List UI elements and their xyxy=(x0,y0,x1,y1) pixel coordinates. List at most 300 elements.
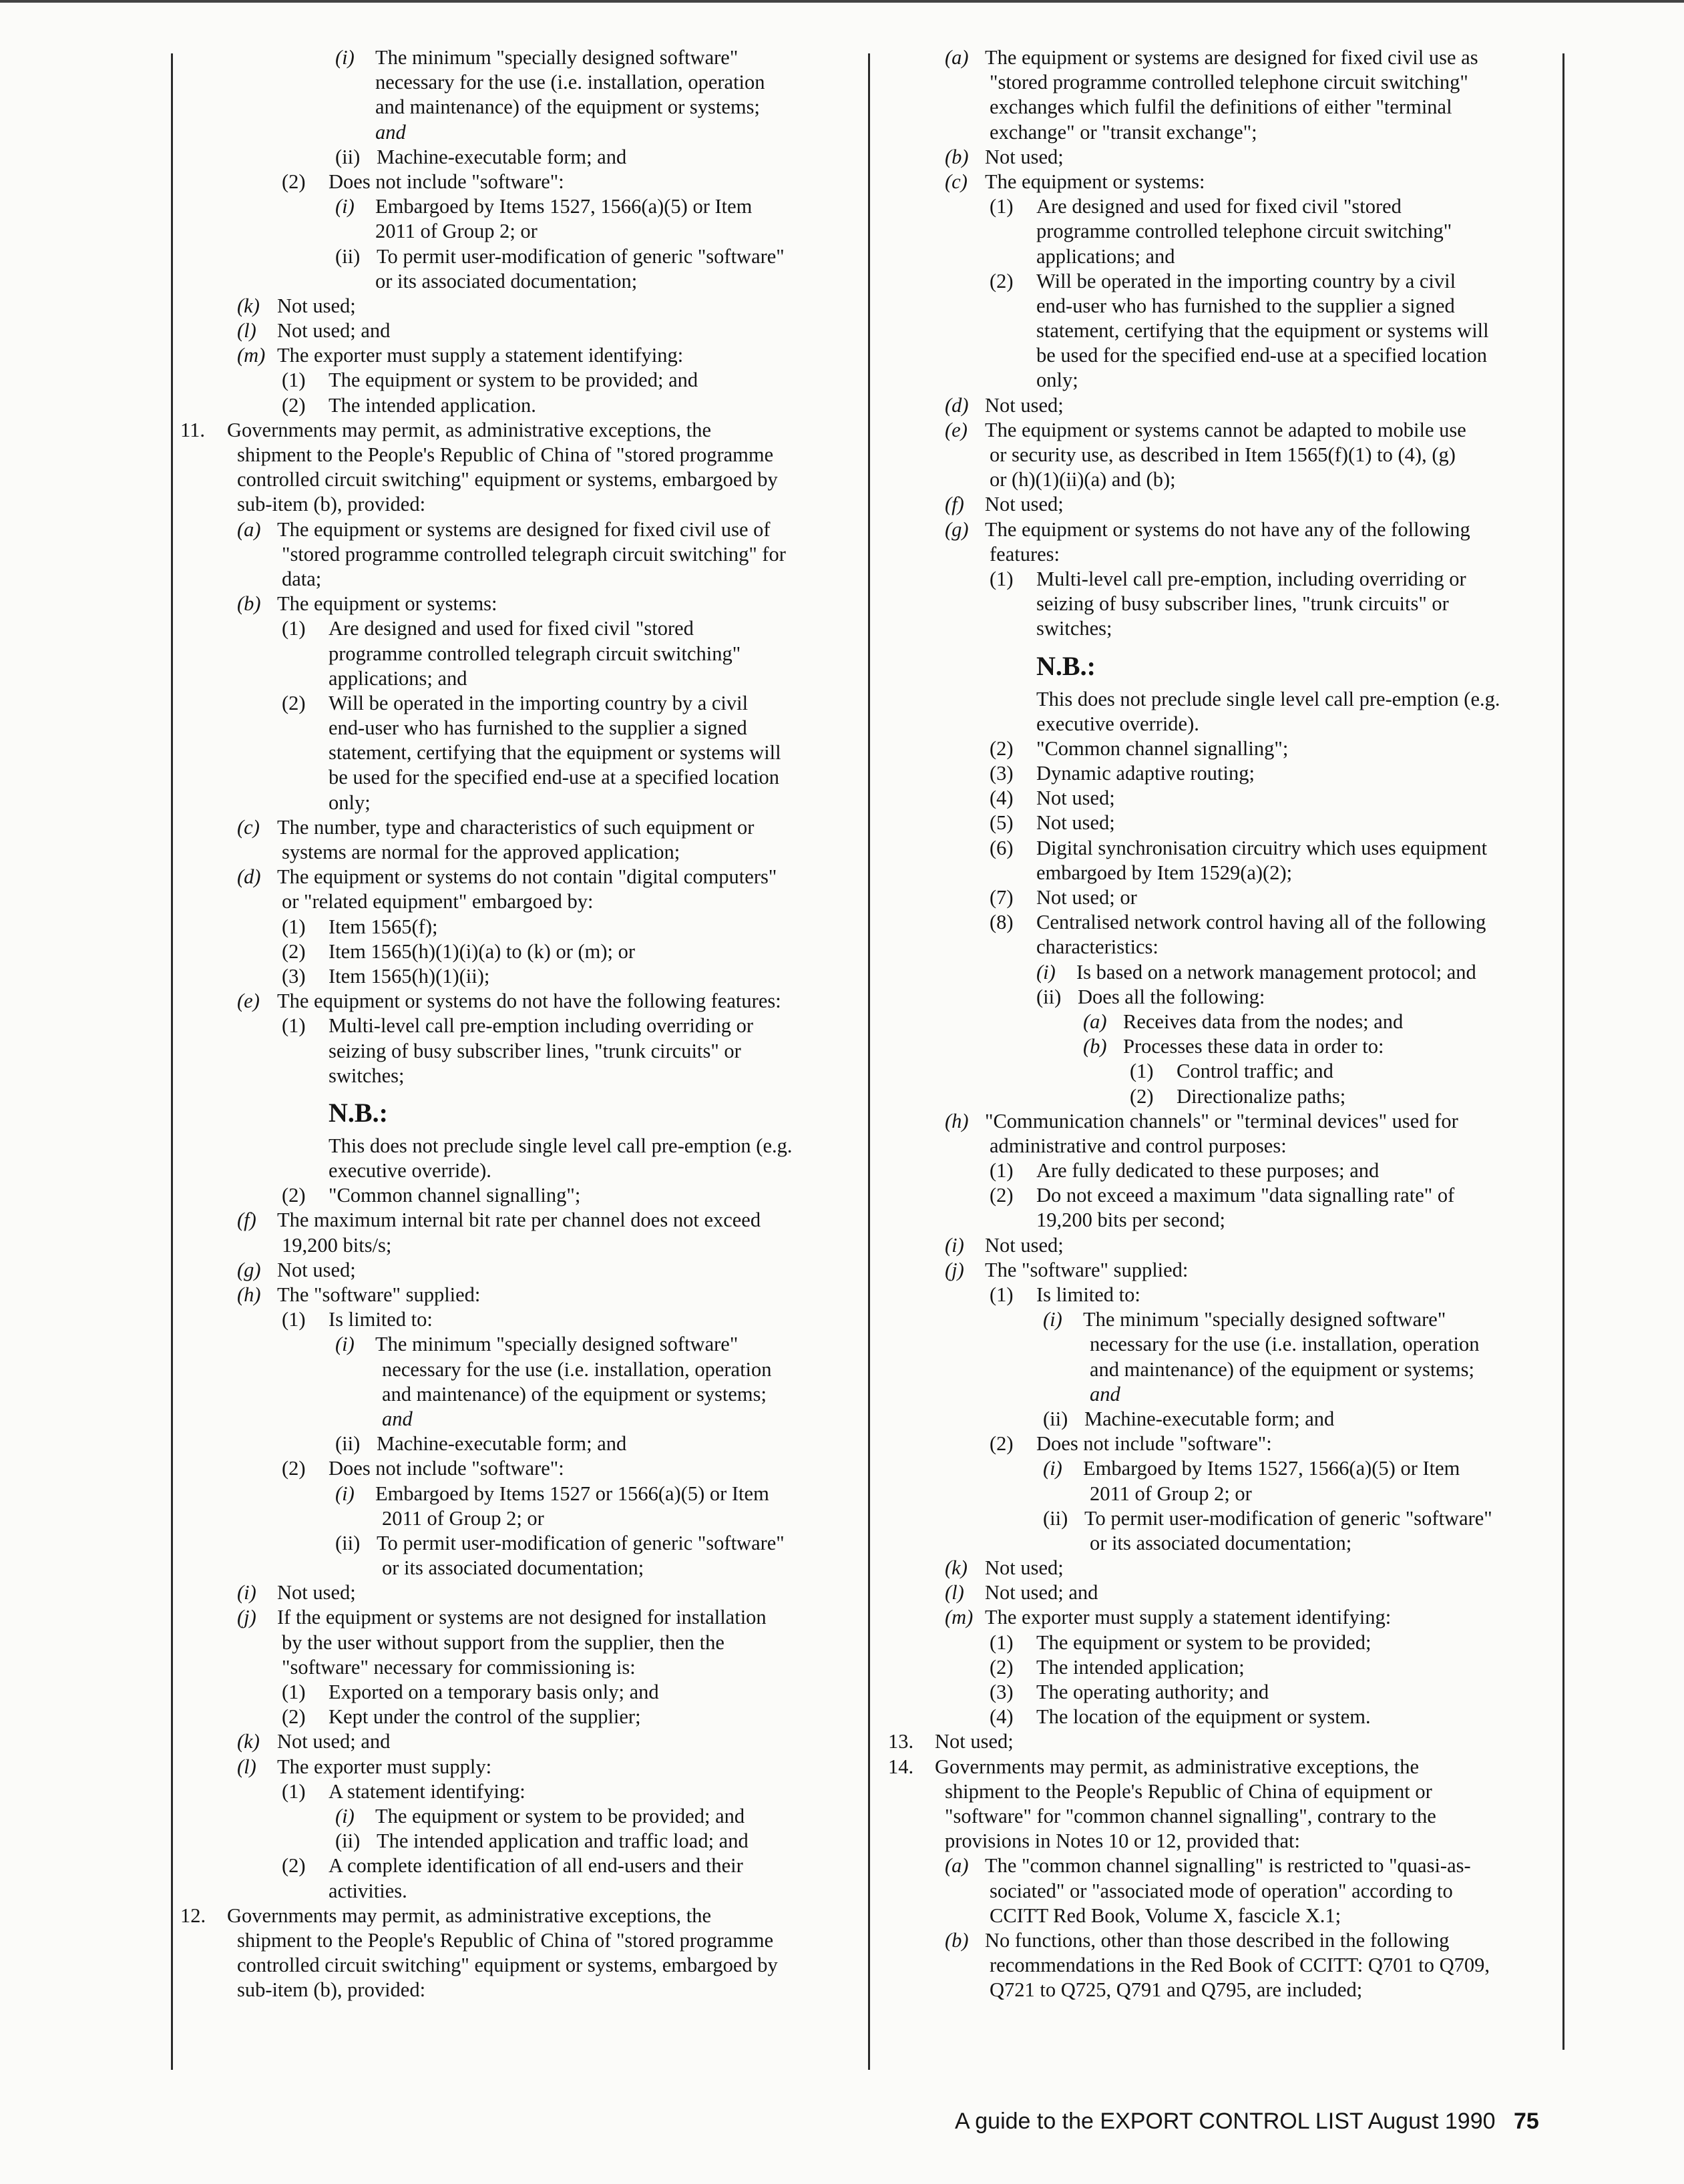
line-text: Not used; xyxy=(277,1581,356,1604)
top-rule xyxy=(0,0,1684,3)
line-text: Machine-executable form; and xyxy=(377,145,627,168)
text-line xyxy=(180,840,838,865)
text-line xyxy=(180,1729,838,1754)
line-text: The minimum "specially designed software" xyxy=(1083,1308,1446,1331)
item-label: (2) xyxy=(282,393,306,417)
line-text: "Common channel signalling"; xyxy=(329,1184,581,1207)
line-text: The minimum "specially designed software" xyxy=(375,1333,739,1356)
item-label: (k) xyxy=(237,294,260,317)
item-label: (2) xyxy=(282,170,306,193)
item-label: (k) xyxy=(237,1730,260,1753)
text-line xyxy=(180,318,838,343)
text-line xyxy=(888,269,1556,294)
text-line xyxy=(888,393,1556,418)
text-line xyxy=(888,1853,1556,1878)
line-text: "Communication channels" or "terminal devices" used for xyxy=(985,1109,1458,1132)
item-label: (ii) xyxy=(335,145,361,168)
line-text: controlled circuit switching" equipment or systems, embargoed by xyxy=(237,468,778,491)
item-label: (2) xyxy=(282,691,306,714)
line-text: Not used; xyxy=(985,493,1064,516)
text-line xyxy=(888,736,1556,761)
line-text: statement, certifying that the equipment or systems will xyxy=(329,741,781,765)
text-line xyxy=(180,815,838,840)
text-line xyxy=(888,418,1556,443)
line-text: executive override). xyxy=(329,1159,491,1182)
text-line xyxy=(180,343,838,368)
item-label: (1) xyxy=(990,1159,1014,1182)
line-text: Governments may permit, as administrative exceptions, the xyxy=(227,418,712,441)
item-label: (2) xyxy=(990,1184,1014,1207)
text-line xyxy=(888,1655,1556,1680)
line-text: shipment to the People's Republic of China of "stored programme xyxy=(237,443,774,466)
line-text: Not used; xyxy=(985,145,1064,168)
text-line xyxy=(180,1258,838,1283)
line-text: Item 1565(h)(1)(i)(a) to (k) or (m); or xyxy=(329,939,636,963)
text-line xyxy=(888,1705,1556,1729)
line-text: end-user who has furnished to the supplier a signed xyxy=(329,716,747,740)
line-text: The equipment or systems: xyxy=(985,170,1205,193)
text-line xyxy=(888,1804,1556,1829)
line-text: The number, type and characteristics of such equipment or xyxy=(277,815,755,839)
line-text: Governments may permit, as administrative exceptions, the xyxy=(227,1904,712,1927)
line-text: Not used; xyxy=(985,1556,1064,1580)
line-text: Not used; xyxy=(1036,787,1115,810)
text-line xyxy=(180,1630,838,1655)
line-text: 2011 of Group 2; or xyxy=(1090,1482,1252,1505)
line-text: and xyxy=(1090,1382,1120,1405)
text-line xyxy=(180,1064,838,1088)
text-line xyxy=(180,443,838,467)
line-text: and maintenance) of the equipment or systems; xyxy=(1090,1357,1474,1381)
text-line xyxy=(888,1829,1556,1853)
text-line xyxy=(180,70,838,95)
text-line xyxy=(180,1556,838,1580)
line-text: The "common channel signalling" is restricted to "quasi-as- xyxy=(985,1854,1471,1878)
text-line xyxy=(180,1382,838,1407)
text-line xyxy=(888,1506,1556,1531)
item-label: (m) xyxy=(945,1606,974,1629)
item-label: (a) xyxy=(945,1854,969,1878)
item-label: (2) xyxy=(282,1457,306,1480)
item-label: (b) xyxy=(1083,1035,1107,1058)
line-text: The "software" supplied: xyxy=(985,1258,1189,1281)
text-line xyxy=(888,935,1556,959)
text-line xyxy=(888,443,1556,467)
line-text: Q721 to Q725, Q791 and Q795, are included; xyxy=(990,1978,1363,2002)
nb-heading: N.B.: xyxy=(329,1097,388,1128)
text-line xyxy=(180,1158,838,1183)
line-text: Not used; xyxy=(1036,811,1115,835)
line-text: activities. xyxy=(329,1879,407,1902)
text-line xyxy=(888,910,1556,935)
text-line xyxy=(888,1978,1556,2002)
item-label: (g) xyxy=(945,517,969,541)
line-text: Receives data from the nodes; and xyxy=(1123,1010,1404,1033)
text-line xyxy=(180,740,838,765)
line-text: be used for the specified end-use at a specified location xyxy=(329,766,779,789)
line-text: 2011 of Group 2; or xyxy=(375,220,538,243)
item-label: (i) xyxy=(1043,1308,1062,1331)
text-line xyxy=(180,219,838,244)
text-line xyxy=(888,1779,1556,1804)
item-label: (i) xyxy=(335,1333,355,1356)
text-line xyxy=(888,1059,1556,1084)
item-label: (i) xyxy=(335,195,355,218)
line-text: Not used; and xyxy=(277,319,391,343)
text-line xyxy=(180,244,838,269)
line-text: seizing of busy subscriber lines, "trunk circuits" or xyxy=(1036,592,1449,616)
line-text: "stored programme controlled telegraph circuit switching" for xyxy=(282,542,786,566)
item-label: (1) xyxy=(990,1630,1014,1654)
text-line xyxy=(888,1283,1556,1307)
text-line xyxy=(180,1928,838,1953)
line-text: Not used; xyxy=(935,1730,1014,1753)
line-text: The equipment or system to be provided; and xyxy=(329,369,698,392)
text-line xyxy=(180,1332,838,1357)
text-line xyxy=(180,269,838,294)
item-label: (2) xyxy=(282,1184,306,1207)
item-label: (ii) xyxy=(335,244,361,268)
text-line xyxy=(180,1407,838,1432)
text-line xyxy=(180,1779,838,1804)
item-label: (2) xyxy=(990,1655,1014,1679)
text-line xyxy=(180,1904,838,1928)
item-label: (i) xyxy=(237,1581,256,1604)
line-text: Multi-level call pre-emption, including overriding or xyxy=(1036,567,1466,590)
text-line xyxy=(180,1853,838,1878)
text-line xyxy=(888,492,1556,517)
text-line xyxy=(888,1134,1556,1158)
line-text: CCITT Red Book, Volume X, fascicle X.1; xyxy=(990,1904,1341,1927)
line-text: The equipment or systems: xyxy=(277,592,497,616)
line-text: Exported on a temporary basis only; and xyxy=(329,1681,659,1703)
text-line xyxy=(888,1307,1556,1332)
line-text: recommendations in the Red Book of CCITT: Q701 to Q709, xyxy=(990,1954,1490,1977)
line-text: only; xyxy=(1036,369,1078,392)
item-label: (a) xyxy=(945,46,969,69)
line-text: Centralised network control having all of the following xyxy=(1036,911,1486,934)
text-line xyxy=(180,1134,838,1158)
line-text: The exporter must supply a statement identifying: xyxy=(277,344,684,367)
item-label: (i) xyxy=(335,1482,355,1505)
line-text: The intended application and traffic load; and xyxy=(377,1829,749,1853)
line-text: Control traffic; and xyxy=(1177,1060,1333,1083)
text-line xyxy=(888,1332,1556,1357)
line-text: "stored programme controlled telephone circuit switching" xyxy=(990,71,1468,94)
line-text: administrative and control purposes: xyxy=(990,1134,1287,1157)
line-text: or security use, as described in Item 1565(f)(1) to (4), (g) xyxy=(990,443,1456,466)
text-line xyxy=(180,1183,838,1208)
line-text: "Common channel signalling"; xyxy=(1036,736,1289,760)
text-line xyxy=(180,368,838,393)
item-label: (b) xyxy=(237,592,261,616)
item-label: (1) xyxy=(282,915,306,938)
line-text: necessary for the use (i.e. installation, operation xyxy=(382,1357,772,1381)
text-line xyxy=(888,1953,1556,1978)
line-text: shipment to the People's Republic of China of equipment or xyxy=(945,1779,1432,1803)
line-text: The operating authority; and xyxy=(1036,1681,1269,1703)
line-text: Not used; xyxy=(985,1233,1064,1257)
item-label: (1) xyxy=(282,1681,306,1703)
text-line xyxy=(888,1531,1556,1556)
text-line xyxy=(888,1357,1556,1382)
text-line xyxy=(888,885,1556,910)
line-text: sub-item (b), provided: xyxy=(237,1978,426,2002)
line-text: Embargoed by Items 1527, 1566(a)(5) or Item xyxy=(1083,1457,1460,1480)
line-text: The equipment or systems are designed for fixed civil use as xyxy=(985,46,1478,69)
text-line xyxy=(888,244,1556,269)
line-text: The "software" supplied: xyxy=(277,1283,481,1306)
item-label: (3) xyxy=(990,1681,1014,1703)
line-text: Processes these data in order to: xyxy=(1123,1035,1384,1058)
line-text: sub-item (b), provided: xyxy=(237,493,426,516)
line-text: embargoed by Item 1529(a)(2); xyxy=(1036,861,1293,884)
text-line xyxy=(888,567,1556,592)
item-label: (c) xyxy=(237,815,260,839)
item-label: (k) xyxy=(945,1556,968,1580)
line-text: systems are normal for the approved application; xyxy=(282,841,680,863)
line-text: The equipment or system to be provided; and xyxy=(375,1804,745,1827)
text-line xyxy=(888,1482,1556,1506)
text-line xyxy=(888,761,1556,786)
line-text: The equipment or systems cannot be adapted to mobile use xyxy=(985,418,1466,441)
line-text: The location of the equipment or system. xyxy=(1036,1705,1371,1729)
item-label: (ii) xyxy=(1036,985,1062,1008)
item-label: (d) xyxy=(237,865,261,889)
text-line xyxy=(888,1258,1556,1283)
item-label: (ii) xyxy=(335,1531,361,1554)
text-line xyxy=(180,791,838,815)
line-text: and xyxy=(382,1407,413,1430)
text-line xyxy=(180,1879,838,1904)
line-text: seizing of busy subscriber lines, "trunk circuits" or xyxy=(329,1039,741,1062)
text-line xyxy=(888,1407,1556,1432)
line-text: Does all the following: xyxy=(1078,985,1265,1008)
item-label: (1) xyxy=(990,1283,1014,1306)
text-line xyxy=(888,120,1556,145)
text-line xyxy=(180,492,838,517)
item-label: (1) xyxy=(282,369,306,392)
line-text: controlled circuit switching" equipment or systems, embargoed by xyxy=(237,1954,778,1977)
item-label: 13. xyxy=(888,1730,914,1753)
text-line xyxy=(180,45,838,70)
text-line xyxy=(180,294,838,318)
text-line xyxy=(180,1953,838,1978)
text-line xyxy=(180,1482,838,1506)
text-line xyxy=(888,45,1556,70)
line-text: This does not preclude single level call pre-emption (e.g. xyxy=(1036,687,1500,710)
line-text: switches; xyxy=(1036,617,1112,640)
item-label: (2) xyxy=(282,1705,306,1729)
text-line xyxy=(180,642,838,666)
line-text: or (h)(1)(ii)(a) and (b); xyxy=(990,468,1176,491)
text-line xyxy=(180,1804,838,1829)
text-line xyxy=(180,616,838,641)
item-label: (2) xyxy=(990,269,1014,292)
line-text: The minimum "specially designed software" xyxy=(375,46,739,69)
line-text: The exporter must supply a statement identifying: xyxy=(985,1606,1392,1629)
item-label: (1) xyxy=(990,567,1014,590)
line-text: exchanges which fulfil the definitions of either "terminal xyxy=(990,95,1452,119)
line-text: sociated" or "associated mode of operation" according to xyxy=(990,1879,1453,1902)
text-line xyxy=(888,1456,1556,1481)
right-margin-rule xyxy=(1562,53,1564,2050)
text-line xyxy=(180,1829,838,1853)
line-text: If the equipment or systems are not designed for installation xyxy=(277,1606,767,1629)
line-text: No functions, other than those described in the following xyxy=(985,1928,1450,1952)
text-line xyxy=(888,1904,1556,1928)
line-text: Do not exceed a maximum "data signalling rate" of xyxy=(1036,1184,1455,1207)
item-label: (a) xyxy=(237,517,261,541)
item-label: (3) xyxy=(990,762,1014,785)
item-label: 11. xyxy=(180,418,205,441)
line-text: A statement identifying: xyxy=(329,1779,525,1803)
text-line xyxy=(180,120,838,145)
line-text: exchange" or "transit exchange"; xyxy=(990,120,1257,144)
text-line xyxy=(180,1655,838,1680)
text-line xyxy=(180,418,838,443)
text-line xyxy=(180,1531,838,1556)
text-line xyxy=(888,836,1556,861)
line-text: Does not include "software": xyxy=(329,170,564,193)
text-line xyxy=(180,666,838,691)
line-text: provisions in Notes 10 or 12, provided that: xyxy=(945,1829,1301,1853)
text-line xyxy=(180,939,838,964)
item-label: (4) xyxy=(990,1705,1014,1729)
line-text: The equipment or systems are designed for fixed civil use of xyxy=(277,517,771,541)
line-text: To permit user-modification of generic "software" xyxy=(377,244,785,268)
item-label: (i) xyxy=(335,46,355,69)
text-line xyxy=(888,318,1556,343)
column-divider-rule xyxy=(868,53,870,2070)
text-line xyxy=(180,765,838,790)
line-text: Are designed and used for fixed civil "stored xyxy=(329,617,694,640)
left-column xyxy=(180,45,838,2002)
item-label: (ii) xyxy=(335,1432,361,1456)
item-label: (ii) xyxy=(335,1829,361,1853)
line-text: Embargoed by Items 1527, 1566(a)(5) or Item xyxy=(375,195,753,218)
line-text: Not used; xyxy=(985,393,1064,417)
line-text: Does not include "software": xyxy=(1036,1432,1272,1456)
item-label: (5) xyxy=(990,811,1014,835)
text-line xyxy=(180,1755,838,1779)
item-label: (i) xyxy=(945,1233,964,1257)
text-line xyxy=(180,1088,838,1100)
item-label: (j) xyxy=(945,1258,964,1281)
text-line xyxy=(888,1084,1556,1109)
text-line xyxy=(180,1014,838,1038)
text-line xyxy=(180,467,838,492)
text-line xyxy=(888,70,1556,95)
text-line xyxy=(888,1158,1556,1183)
text-line xyxy=(180,964,838,989)
line-text: Dynamic adaptive routing; xyxy=(1036,762,1255,785)
item-label: (h) xyxy=(237,1283,261,1306)
text-line xyxy=(888,170,1556,194)
item-label: (2) xyxy=(282,1854,306,1878)
page-number: 75 xyxy=(1513,2109,1539,2134)
item-label: (1) xyxy=(990,195,1014,218)
text-line xyxy=(180,1456,838,1481)
line-text: and xyxy=(375,120,406,144)
item-label: (l) xyxy=(237,319,256,343)
text-line xyxy=(888,467,1556,492)
line-text: Not used; xyxy=(277,294,356,317)
text-line xyxy=(888,861,1556,885)
text-line xyxy=(888,1034,1556,1059)
line-text: Machine-executable form; and xyxy=(1084,1407,1335,1430)
nb-heading: N.B.: xyxy=(1036,650,1096,681)
line-text: Digital synchronisation circuitry which uses equipment xyxy=(1036,836,1488,859)
item-label: (m) xyxy=(237,344,266,367)
text-line xyxy=(888,616,1556,641)
text-line xyxy=(180,542,838,567)
item-label: (i) xyxy=(1043,1457,1062,1480)
item-label: (2) xyxy=(282,939,306,963)
text-line xyxy=(888,1382,1556,1407)
text-line xyxy=(888,1208,1556,1233)
line-text: To permit user-modification of generic "software" xyxy=(1084,1506,1492,1530)
item-label: (f) xyxy=(945,493,964,516)
line-text: by the user without support from the supplier, then the xyxy=(282,1630,724,1654)
line-text: Are fully dedicated to these purposes; and xyxy=(1036,1159,1380,1182)
line-text: switches; xyxy=(329,1064,405,1087)
line-text: Will be operated in the importing country by a civil xyxy=(1036,269,1456,292)
line-text: features: xyxy=(990,542,1060,566)
item-label: (e) xyxy=(945,418,968,441)
item-label: (1) xyxy=(282,1308,306,1331)
line-text: Is limited to: xyxy=(329,1308,433,1331)
text-line xyxy=(888,1680,1556,1705)
line-text: or its associated documentation; xyxy=(382,1556,644,1580)
text-line xyxy=(180,915,838,939)
line-text: Item 1565(f); xyxy=(329,915,438,938)
text-line xyxy=(180,1307,838,1332)
item-label: (l) xyxy=(945,1581,964,1604)
text-line xyxy=(888,811,1556,835)
text-line xyxy=(888,95,1556,120)
left-margin-rule xyxy=(171,53,173,2070)
line-text: Not used; or xyxy=(1036,886,1137,909)
line-text: and maintenance) of the equipment or systems; xyxy=(382,1382,767,1405)
line-text: data; xyxy=(282,567,322,590)
item-label: (h) xyxy=(945,1109,969,1132)
line-text: only; xyxy=(329,791,371,814)
line-text: applications; and xyxy=(1036,244,1175,268)
line-text: and maintenance) of the equipment or systems; xyxy=(375,95,760,119)
line-text: or its associated documentation; xyxy=(375,269,638,292)
text-line xyxy=(888,343,1556,368)
text-line xyxy=(180,1580,838,1605)
line-text: applications; and xyxy=(329,666,467,690)
item-label: (1) xyxy=(282,1014,306,1038)
item-label: (6) xyxy=(990,836,1014,859)
text-line xyxy=(888,592,1556,616)
line-text: Not used; xyxy=(277,1258,356,1281)
item-label: (g) xyxy=(237,1258,261,1281)
text-line xyxy=(888,517,1556,542)
text-line xyxy=(888,1233,1556,1258)
nb-block xyxy=(888,650,1556,687)
text-line xyxy=(180,170,838,194)
line-text: Governments may permit, as administrative exceptions, the xyxy=(935,1755,1420,1778)
text-line xyxy=(180,567,838,592)
item-label: (f) xyxy=(237,1209,256,1232)
text-line xyxy=(888,219,1556,244)
text-line xyxy=(180,889,838,914)
line-text: or "related equipment" embargoed by: xyxy=(282,890,594,913)
text-line xyxy=(180,1432,838,1456)
